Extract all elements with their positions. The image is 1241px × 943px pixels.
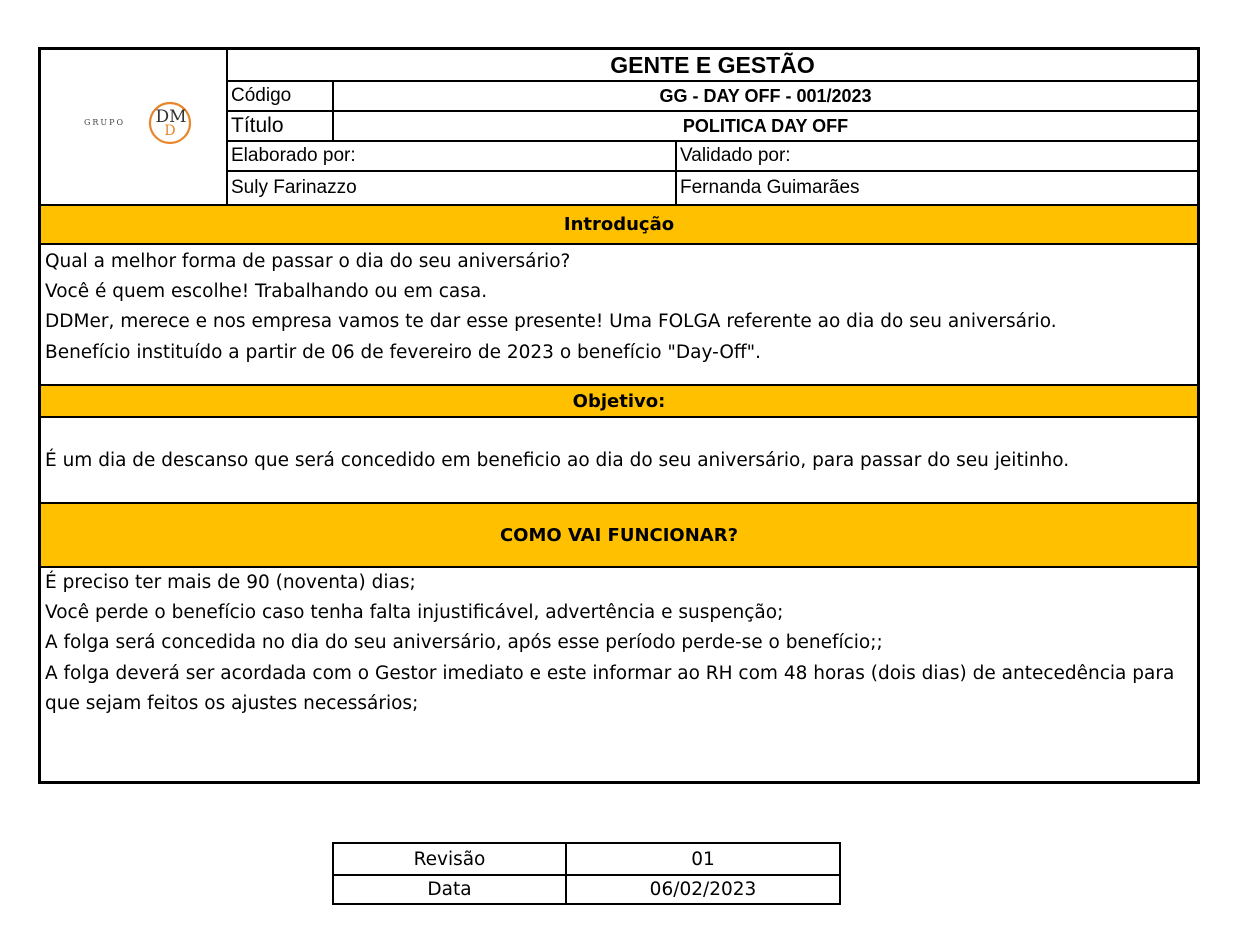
logo-mark-text: DM [155, 107, 187, 127]
department-title: GENTE E GESTÃO [610, 51, 815, 78]
introduction-heading: Introdução [41, 204, 1197, 245]
header-title-row [228, 112, 1197, 142]
header-signatures-label-row [228, 142, 1197, 172]
introduction-line: Qual a melhor forma de passar o dia do seu aniversário? [45, 251, 571, 272]
code-value: GG - DAY OFF - 001/2023 [659, 85, 872, 106]
how-it-works-line: A folga será concedida no dia do seu aniversário, após esse período perde-se o benefício;; [45, 632, 883, 653]
header-code-row [228, 82, 1197, 112]
prepared-by-name: Suly Farinazzo [228, 172, 677, 204]
revision-row [334, 844, 839, 876]
how-it-works-line: que sejam feitos os ajustes necessários; [45, 693, 419, 714]
date-label: Data [334, 874, 567, 904]
validated-by-name: Fernanda Guimarães [680, 177, 860, 198]
svg-text:D: D [164, 123, 176, 139]
how-it-works-line: A folga deverá ser acordada com o Gestor imediato e este informar ao RH com 48 horas (dois dias) de antecedência para [45, 663, 1175, 684]
policy-document [38, 47, 1200, 784]
date-value: 06/02/2023 [649, 878, 757, 900]
title-value: POLITICA DAY OFF [682, 115, 849, 136]
revision-label: Revisão [334, 844, 567, 874]
date-row [334, 874, 839, 904]
header-department-row [228, 50, 1197, 82]
how-it-works-line: É preciso ter mais de 90 (noventa) dias; [45, 572, 416, 593]
introduction-line: Benefício instituído a partir de 06 de fevereiro de 2023 o benefício "Day-Off". [45, 342, 762, 363]
prepared-by-label: Elaborado por: [228, 142, 677, 170]
revision-table [332, 842, 841, 905]
revision-value: 01 [691, 848, 715, 870]
introduction-line: Você é quem escolhe! Trabalhando ou em casa. [45, 281, 488, 302]
logo-cell [41, 50, 228, 204]
title-label: Título [228, 112, 334, 140]
validated-by-label: Validado por: [680, 145, 791, 166]
company-logo [145, 100, 195, 146]
objective-heading: Objetivo: [41, 384, 1197, 418]
logo-group-text: GRUPO [84, 118, 126, 127]
code-label: Código [228, 82, 334, 110]
how-it-works-line: Você perde o benefício caso tenha falta injustificável, advertência e suspenção; [45, 602, 784, 623]
header-signatures-row [228, 172, 1197, 204]
introduction-line: DDMer, merece e nos empresa vamos te dar esse presente! Uma FOLGA referente ao dia do seu aniversário. [45, 311, 1057, 332]
objective-text: É um dia de descanso que será concedido em beneficio ao dia do seu aniversário, para passar do seu jeitinho. [45, 450, 1070, 471]
how-it-works-heading: COMO VAI FUNCIONAR? [41, 502, 1197, 568]
